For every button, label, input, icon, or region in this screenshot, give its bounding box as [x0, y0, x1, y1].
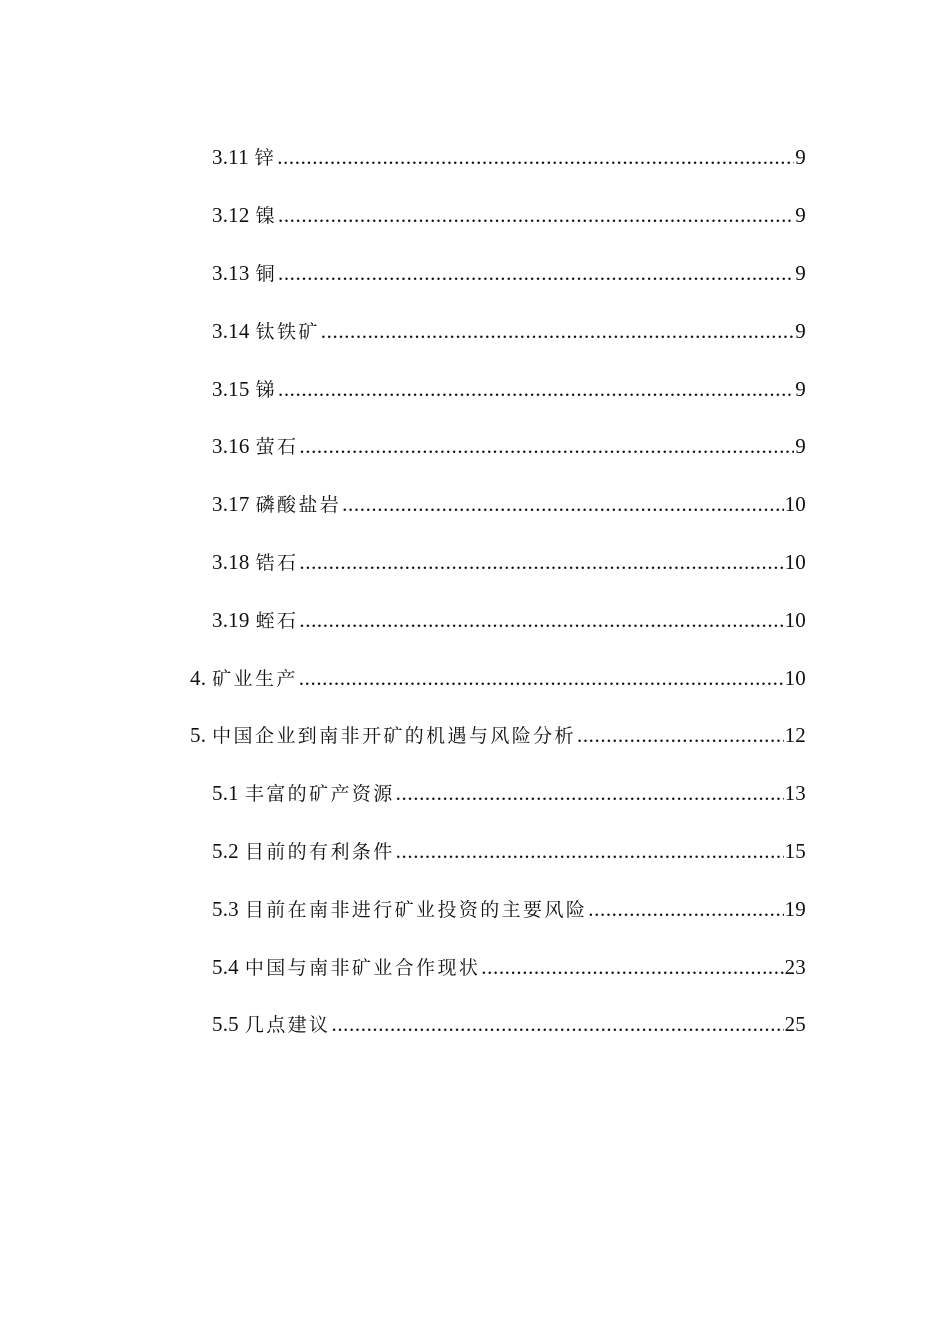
toc-entry-3-17[interactable] — [0, 475, 950, 533]
toc-dot-leader — [396, 781, 784, 806]
table-of-contents — [0, 128, 950, 1053]
toc-entry-page: 10 — [784, 492, 806, 517]
toc-entry-number: 3.12 — [212, 203, 250, 228]
toc-entry-5-2[interactable] — [0, 822, 950, 880]
toc-entry-5-5[interactable] — [0, 995, 950, 1053]
toc-entry-page: 9 — [795, 318, 806, 343]
toc-entry-number: 5.5 — [212, 1012, 239, 1037]
toc-entry-title: 铜 — [255, 262, 277, 285]
toc-dot-leader — [481, 955, 783, 980]
toc-entry-3-13[interactable] — [0, 244, 950, 302]
toc-entry-number: 3.18 — [212, 549, 250, 574]
toc-entry-page: 9 — [795, 203, 806, 228]
toc-entry-title: 目前的有利条件 — [244, 840, 395, 863]
toc-entry-3-12[interactable] — [0, 186, 950, 244]
toc-entry-number: 3.13 — [212, 260, 250, 285]
toc-entry-3-16[interactable] — [0, 417, 950, 475]
toc-entry-number: 3.19 — [212, 607, 250, 632]
toc-dot-leader — [331, 1012, 783, 1037]
toc-dot-leader — [278, 203, 794, 228]
toc-entry-title: 目前在南非进行矿业投资的主要风险 — [244, 898, 588, 921]
toc-entry-title: 中国企业到南非开矿的机遇与风险分析 — [212, 725, 576, 748]
toc-entry-title: 矿业生产 — [212, 667, 298, 690]
toc-entry-title: 几点建议 — [244, 1014, 331, 1037]
toc-dot-leader — [342, 492, 783, 517]
toc-entry-number: 5. — [190, 723, 207, 748]
toc-dot-leader — [396, 839, 784, 864]
toc-entry-title: 钛铁矿 — [255, 320, 320, 343]
toc-entry-number: 3.16 — [212, 434, 250, 459]
toc-entry-number: 3.11 — [212, 145, 249, 170]
toc-dot-leader — [588, 897, 783, 922]
toc-entry-title: 锑 — [255, 378, 277, 401]
toc-entry-page: 13 — [784, 781, 806, 806]
toc-entry-page: 23 — [784, 954, 806, 979]
toc-entry-number: 5.3 — [212, 896, 239, 921]
toc-dot-leader — [577, 723, 784, 748]
toc-entry-title: 镍 — [255, 205, 277, 228]
toc-entry-5-3[interactable] — [0, 879, 950, 937]
toc-entry-page: 9 — [795, 376, 806, 401]
toc-entry-page: 9 — [795, 434, 806, 459]
toc-entry-page: 19 — [784, 896, 806, 921]
toc-entry-page: 10 — [784, 549, 806, 574]
toc-entry-title: 锌 — [254, 147, 277, 170]
toc-entry-page: 9 — [795, 145, 806, 170]
toc-entry-3-14[interactable] — [0, 301, 950, 359]
toc-dot-leader — [299, 550, 783, 575]
toc-entry-number: 3.14 — [212, 318, 250, 343]
toc-entry-5-4[interactable] — [0, 937, 950, 995]
toc-entry-number: 5.4 — [212, 954, 239, 979]
toc-dot-leader — [299, 608, 783, 633]
toc-entry-title: 锆石 — [255, 551, 299, 574]
toc-entry-number: 3.15 — [212, 376, 250, 401]
toc-entry-3-11[interactable] — [0, 128, 950, 186]
toc-entry-number: 3.17 — [212, 492, 250, 517]
toc-entry-3-18[interactable] — [0, 533, 950, 591]
toc-entry-number: 5.1 — [212, 781, 239, 806]
toc-entry-title: 丰富的矿产资源 — [244, 783, 395, 806]
toc-entry-3-19[interactable] — [0, 590, 950, 648]
toc-entry-number: 4. — [190, 665, 207, 690]
toc-dot-leader — [278, 377, 794, 402]
toc-entry-page: 15 — [784, 838, 806, 863]
toc-dot-leader — [299, 434, 794, 459]
toc-entry-page: 12 — [784, 723, 806, 748]
toc-entry-title: 磷酸盐岩 — [255, 494, 342, 517]
toc-dot-leader — [321, 319, 795, 344]
toc-entry-3-15[interactable] — [0, 359, 950, 417]
toc-entry-number: 5.2 — [212, 838, 239, 863]
toc-entry-5-1[interactable] — [0, 764, 950, 822]
toc-entry-page: 10 — [784, 665, 806, 690]
toc-entry-title: 萤石 — [255, 436, 299, 459]
toc-entry-page: 10 — [784, 607, 806, 632]
toc-entry-5[interactable] — [0, 706, 950, 764]
toc-dot-leader — [277, 145, 794, 170]
toc-dot-leader — [278, 261, 794, 286]
toc-dot-leader — [299, 666, 784, 691]
toc-entry-page: 9 — [795, 260, 806, 285]
toc-entry-4[interactable] — [0, 648, 950, 706]
toc-entry-page: 25 — [784, 1012, 806, 1037]
toc-entry-title: 中国与南非矿业合作现状 — [244, 956, 481, 979]
toc-entry-title: 蛭石 — [255, 609, 299, 632]
